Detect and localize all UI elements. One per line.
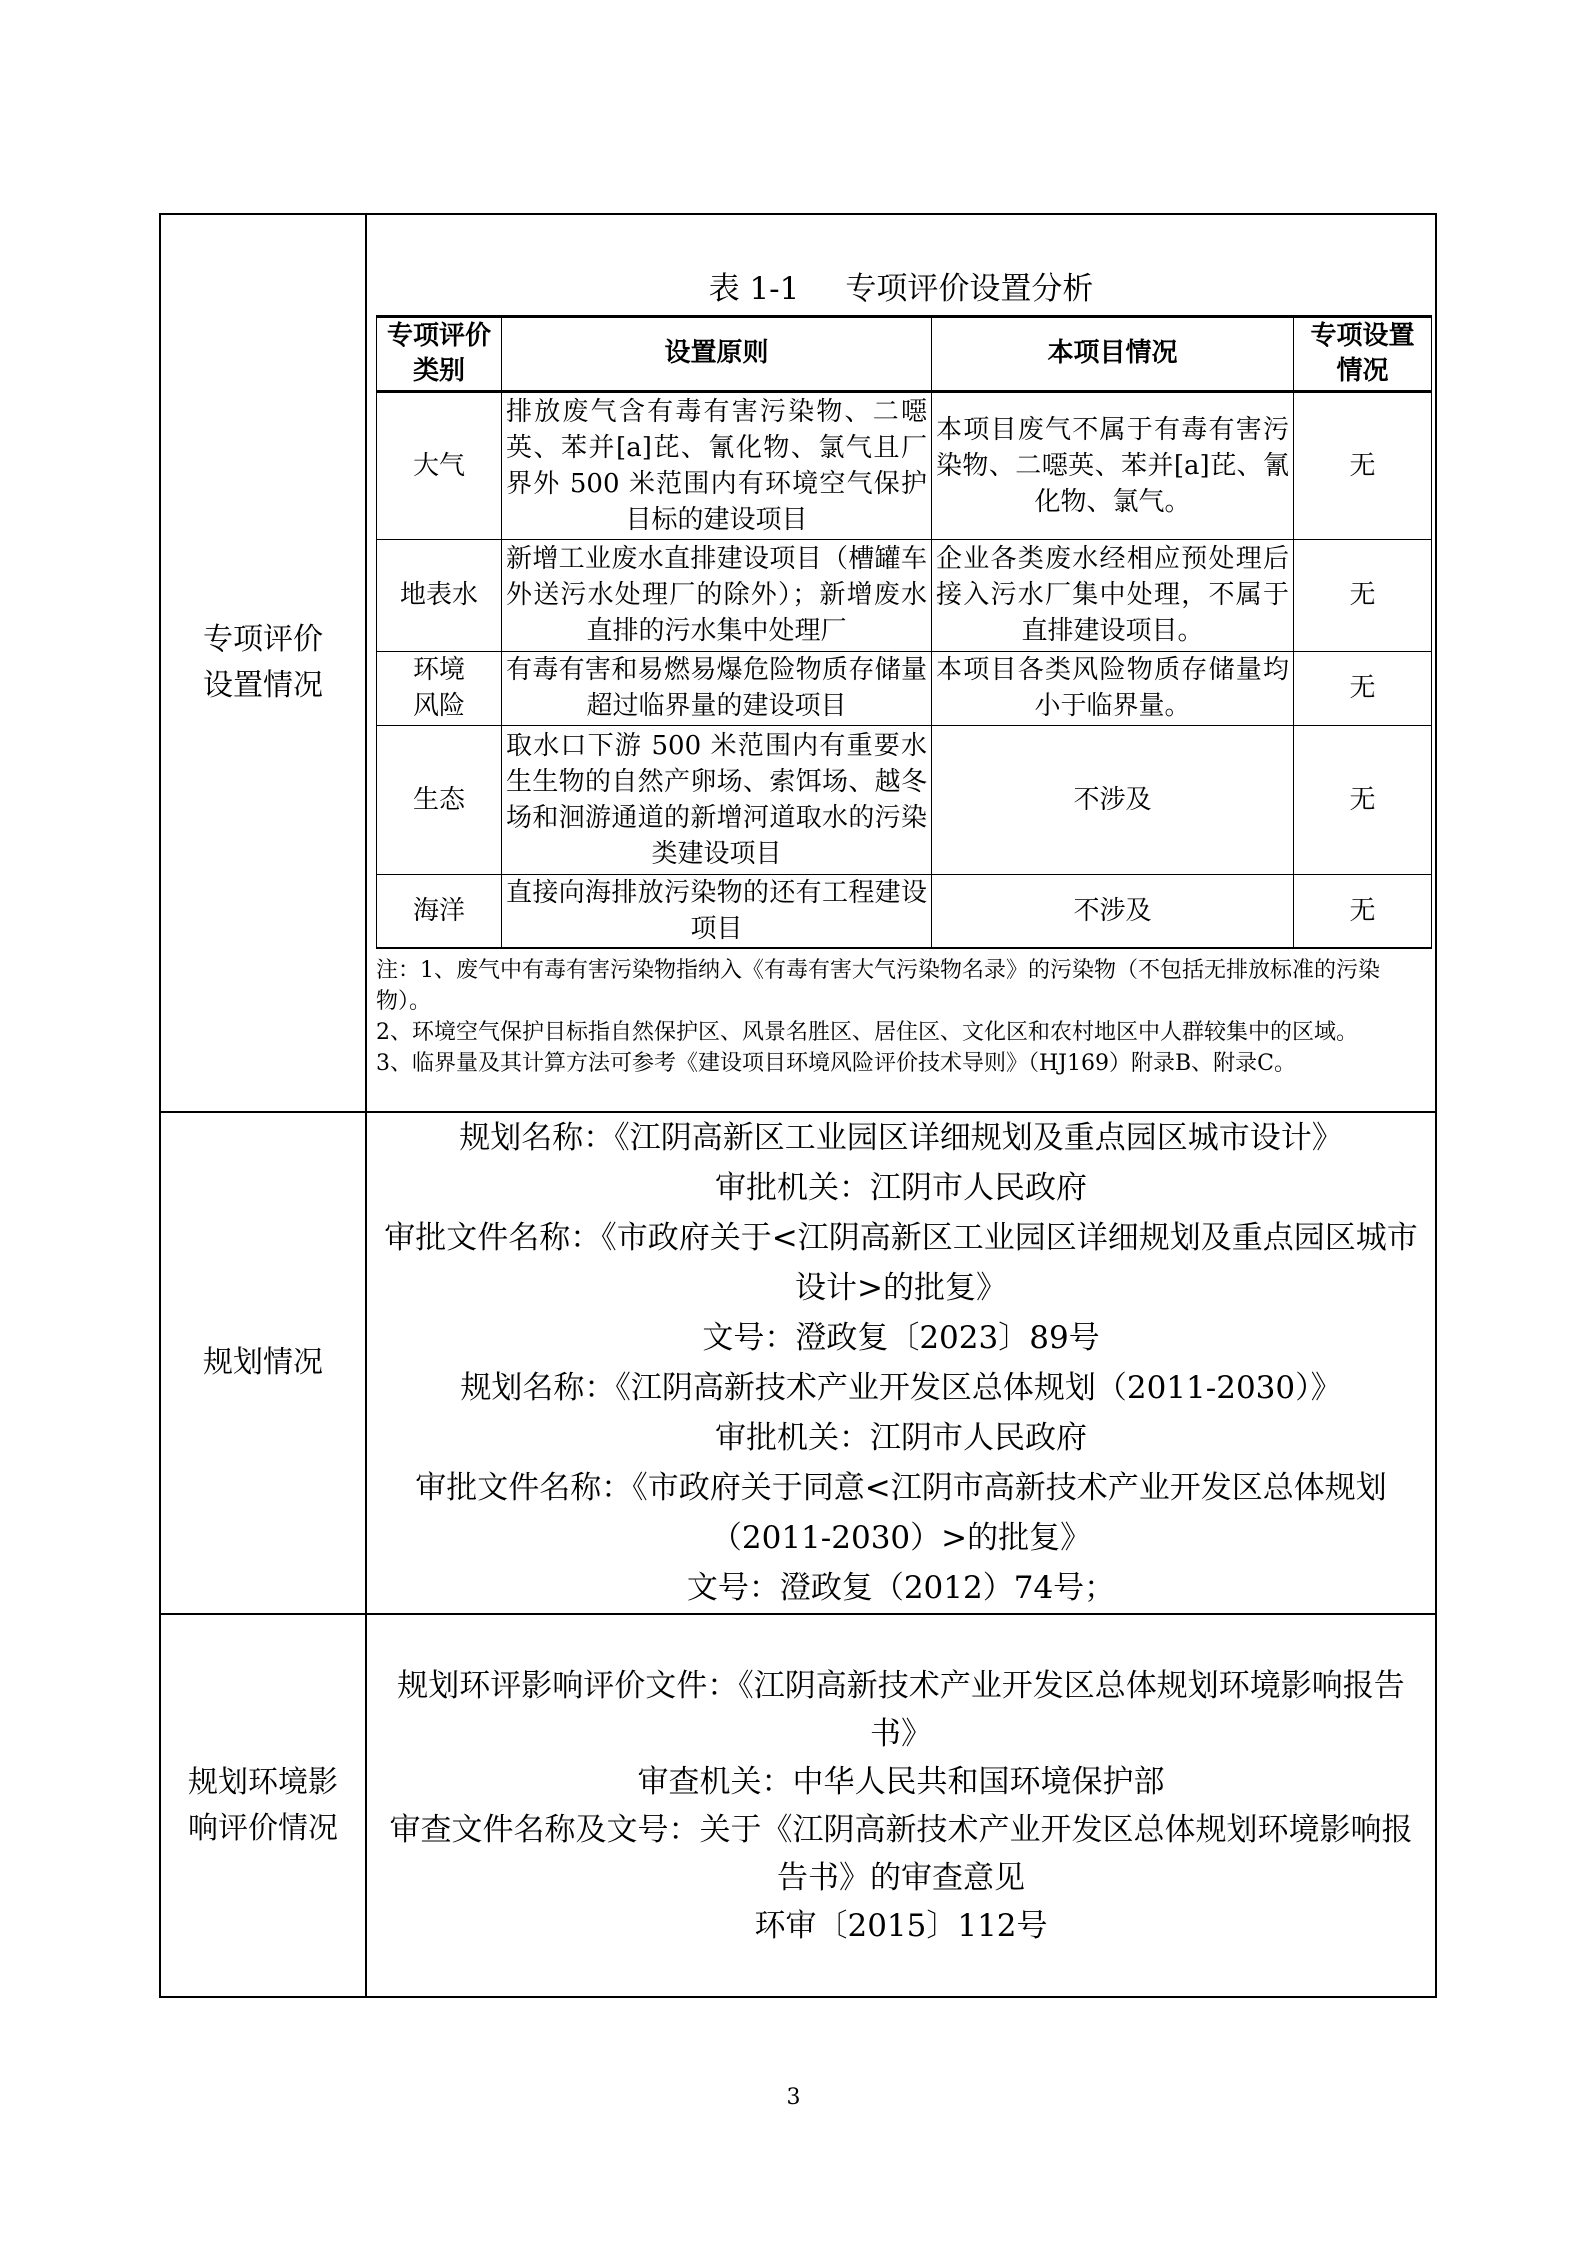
- cell-project: 不涉及: [932, 725, 1294, 874]
- cell-setting: 无: [1294, 539, 1432, 651]
- planning-env-line: 审查文件名称及文号：关于《江阴高新技术产业开发区总体规划环境影响报告书》的审查意见: [389, 1811, 1413, 1896]
- special-eval-content: [366, 214, 1436, 1112]
- table-caption: [376, 269, 1426, 309]
- planning-line: 规划名称：《江阴高新区工业园区详细规划及重点园区城市设计》: [459, 1120, 1343, 1156]
- page-number: 3: [786, 2085, 801, 2110]
- planning-line: 审批文件名称：《市政府关于<江阴高新区工业园区详细规划及重点园区城市设计>的批复》: [384, 1220, 1418, 1306]
- cell-category: 海洋: [377, 874, 502, 948]
- row-planning: [160, 1112, 1436, 1614]
- cell-principle: 有毒有害和易燃易爆危险物质存储量超过临界量的建设项目: [502, 651, 932, 725]
- label-planning: 规划情况: [160, 1112, 366, 1614]
- cell-principle: 取水口下游 500 米范围内有重要水生生物的自然产卵场、索饵场、越冬场和洄游通道的新增河道取水的污染类建设项目: [502, 725, 932, 874]
- cell-setting: 无: [1294, 874, 1432, 948]
- cell-principle: 直接向海排放污染物的还有工程建设项目: [502, 874, 932, 948]
- header-project: 本项目情况: [932, 316, 1294, 391]
- table-row: [377, 725, 1432, 874]
- header-setting: 专项设置情况: [1294, 316, 1432, 391]
- cell-project: 企业各类废水经相应预处理后接入污水厂集中处理，不属于直排建设项目。: [932, 539, 1294, 651]
- planning-env-line: 审查机关：中华人民共和国环境保护部: [637, 1763, 1165, 1800]
- main-form-table: [159, 213, 1437, 1998]
- planning-line: 审批机关：江阴市人民政府: [715, 1170, 1087, 1206]
- row-planning-env: [160, 1614, 1436, 1997]
- header-category: 专项评价类别: [377, 316, 502, 391]
- planning-line: 审批机关：江阴市人民政府: [715, 1420, 1087, 1456]
- cell-project: 不涉及: [932, 874, 1294, 948]
- cell-category: 地表水: [377, 539, 502, 651]
- note-line: 2、环境空气保护目标指自然保护区、风景名胜区、居住区、文化区和农村地区中人群较集中的区域。: [376, 1020, 1359, 1046]
- header-principle: 设置原则: [502, 316, 932, 391]
- label-special-eval: 专项评价设置情况: [160, 214, 366, 1112]
- planning-env-content: [366, 1614, 1436, 1997]
- cell-principle: 新增工业废水直排建设项目（槽罐车外送污水处理厂的除外）；新增废水直排的污水集中处理厂: [502, 539, 932, 651]
- planning-env-line: 规划环评影响评价文件：《江阴高新技术产业开发区总体规划环境影响报告书》: [397, 1667, 1405, 1752]
- note-line: 注：1、废气中有毒有害污染物指纳入《有毒有害大气污染物名录》的污染物（不包括无排放标准的污染物）。: [376, 958, 1381, 1015]
- planning-line: 规划名称：《江阴高新技术产业开发区总体规划（2011-2030）》: [460, 1370, 1342, 1406]
- planning-line: 文号：澄政复〔2023〕89号: [702, 1320, 1100, 1356]
- label-planning-env: 规划环境影响评价情况: [160, 1614, 366, 1997]
- table-row: [377, 651, 1432, 725]
- cell-principle: 排放废气含有毒有害污染物、二噁英、苯并[a]芘、氰化物、氯气且厂界外 500 米范围内有环境空气保护目标的建设项目: [502, 391, 932, 539]
- cell-setting: 无: [1294, 651, 1432, 725]
- table-row: [377, 874, 1432, 948]
- planning-content: [366, 1112, 1436, 1614]
- cell-category: 大气: [377, 391, 502, 539]
- note-line: 3、临界量及其计算方法可参考《建设项目环境风险评价技术导则》（HJ169）附录B、附录C。: [376, 1051, 1296, 1077]
- planning-env-line: 环审〔2015〕112号: [754, 1907, 1048, 1944]
- table-row: [377, 539, 1432, 651]
- table-row: [377, 391, 1432, 539]
- table-header-row: [377, 316, 1432, 391]
- cell-setting: 无: [1294, 391, 1432, 539]
- table-caption-number: 表 1-1: [708, 270, 800, 307]
- cell-setting: 无: [1294, 725, 1432, 874]
- table-notes: [376, 955, 1426, 1099]
- cell-project: 本项目各类风险物质存储量均小于临界量。: [932, 651, 1294, 725]
- row-special-eval: [160, 214, 1436, 1112]
- planning-line: 文号：澄政复（2012）74号；: [686, 1570, 1116, 1606]
- special-eval-table: [376, 315, 1432, 950]
- cell-project: 本项目废气不属于有毒有害污染物、二噁英、苯并[a]芘、氰化物、氯气。: [932, 391, 1294, 539]
- cell-category: 环境风险: [377, 651, 502, 725]
- table-caption-title: 专项评价设置分析: [845, 270, 1094, 307]
- cell-category: 生态: [377, 725, 502, 874]
- planning-line: 审批文件名称：《市政府关于同意<江阴市高新技术产业开发区总体规划（2011-2030）>的批复》: [415, 1470, 1387, 1556]
